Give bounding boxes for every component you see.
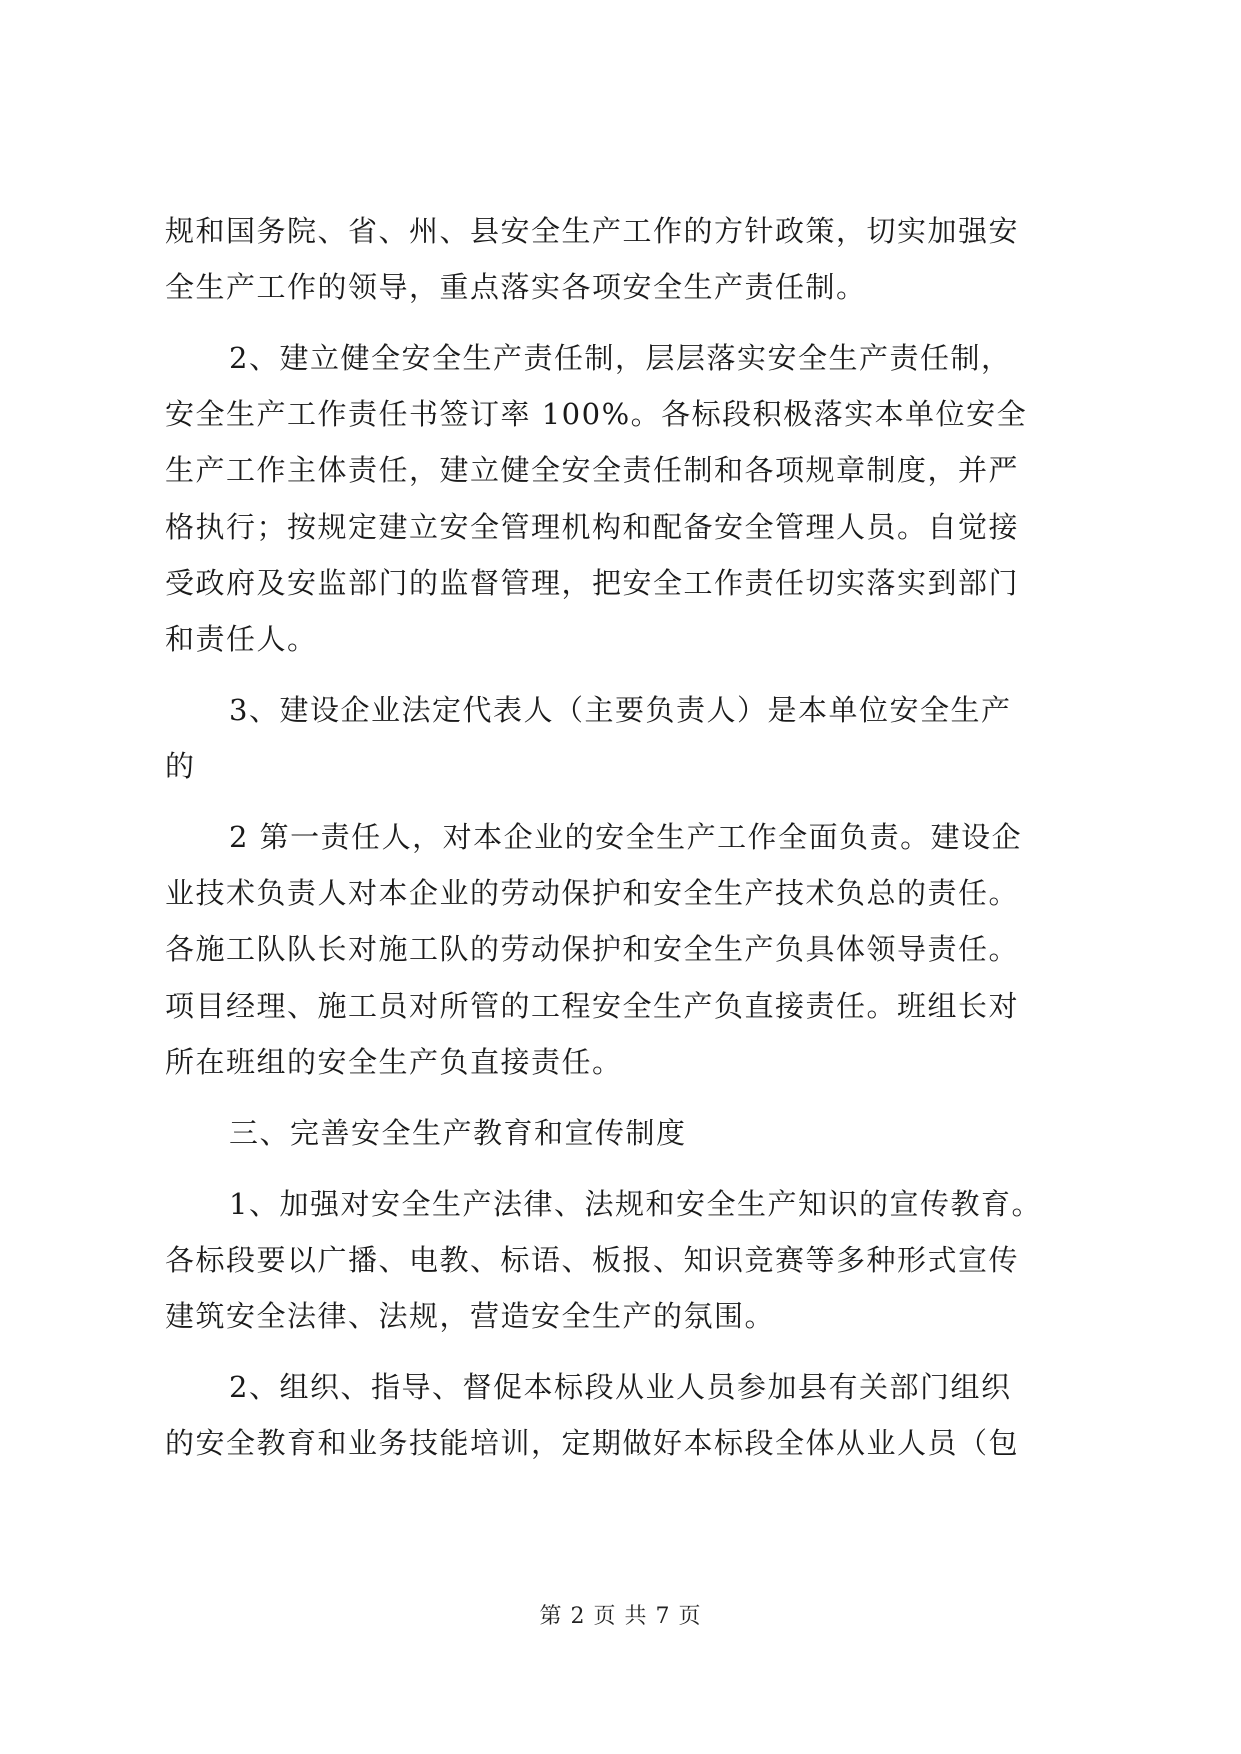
text-line: 受政府及安监部门的监督管理，把安全工作责任切实落实到部门: [165, 566, 1020, 600]
text-line: 所在班组的安全生产负直接责任。: [165, 1045, 623, 1079]
text-line: 生产工作主体责任，建立健全安全责任制和各项规章制度，并严: [165, 453, 1020, 487]
section-heading: 三、完善安全生产教育和宣传制度: [229, 1116, 687, 1150]
page-number-footer: 第 2 页 共 7 页: [539, 1604, 702, 1629]
text-line: 各标段要以广播、电教、标语、板报、知识竞赛等多种形式宣传: [165, 1243, 1020, 1277]
text-line: 业技术负责人对本企业的劳动保护和安全生产技术负总的责任。: [165, 876, 1020, 910]
text-line: 各施工队队长对施工队的劳动保护和安全生产负具体领导责任。: [165, 932, 1020, 966]
text-line: 的安全教育和业务技能培训，定期做好本标段全体从业人员（包: [165, 1426, 1020, 1460]
text-line: 规和国务院、省、州、县安全生产工作的方针政策，切实加强安: [165, 214, 1020, 248]
paragraph-start-line: 1、加强对安全生产法律、法规和安全生产知识的宣传教育。: [229, 1187, 1042, 1221]
text-line: 全生产工作的领导，重点落实各项安全生产责任制。: [165, 270, 867, 304]
paragraph-start-line: 2 第一责任人，对本企业的安全生产工作全面负责。建设企: [229, 820, 1023, 854]
text-line: 建筑安全法律、法规，营造安全生产的氛围。: [165, 1299, 776, 1333]
text-line: 的: [165, 749, 196, 783]
paragraph-start-line: 2、建立健全安全生产责任制，层层落实安全生产责任制，: [229, 341, 1012, 375]
text-line: 安全生产工作责任书签订率 100%。各标段积极落实本单位安全: [165, 397, 1028, 431]
text-line: 格执行；按规定建立安全管理机构和配备安全管理人员。自觉接: [165, 510, 1020, 544]
paragraph-start-line: 2、组织、指导、督促本标段从业人员参加县有关部门组织: [229, 1370, 1012, 1404]
text-line: 项目经理、施工员对所管的工程安全生产负直接责任。班组长对: [165, 989, 1020, 1023]
text-line: 和责任人。: [165, 622, 318, 656]
paragraph-start-line: 3、建设企业法定代表人（主要负责人）是本单位安全生产: [229, 693, 1012, 727]
